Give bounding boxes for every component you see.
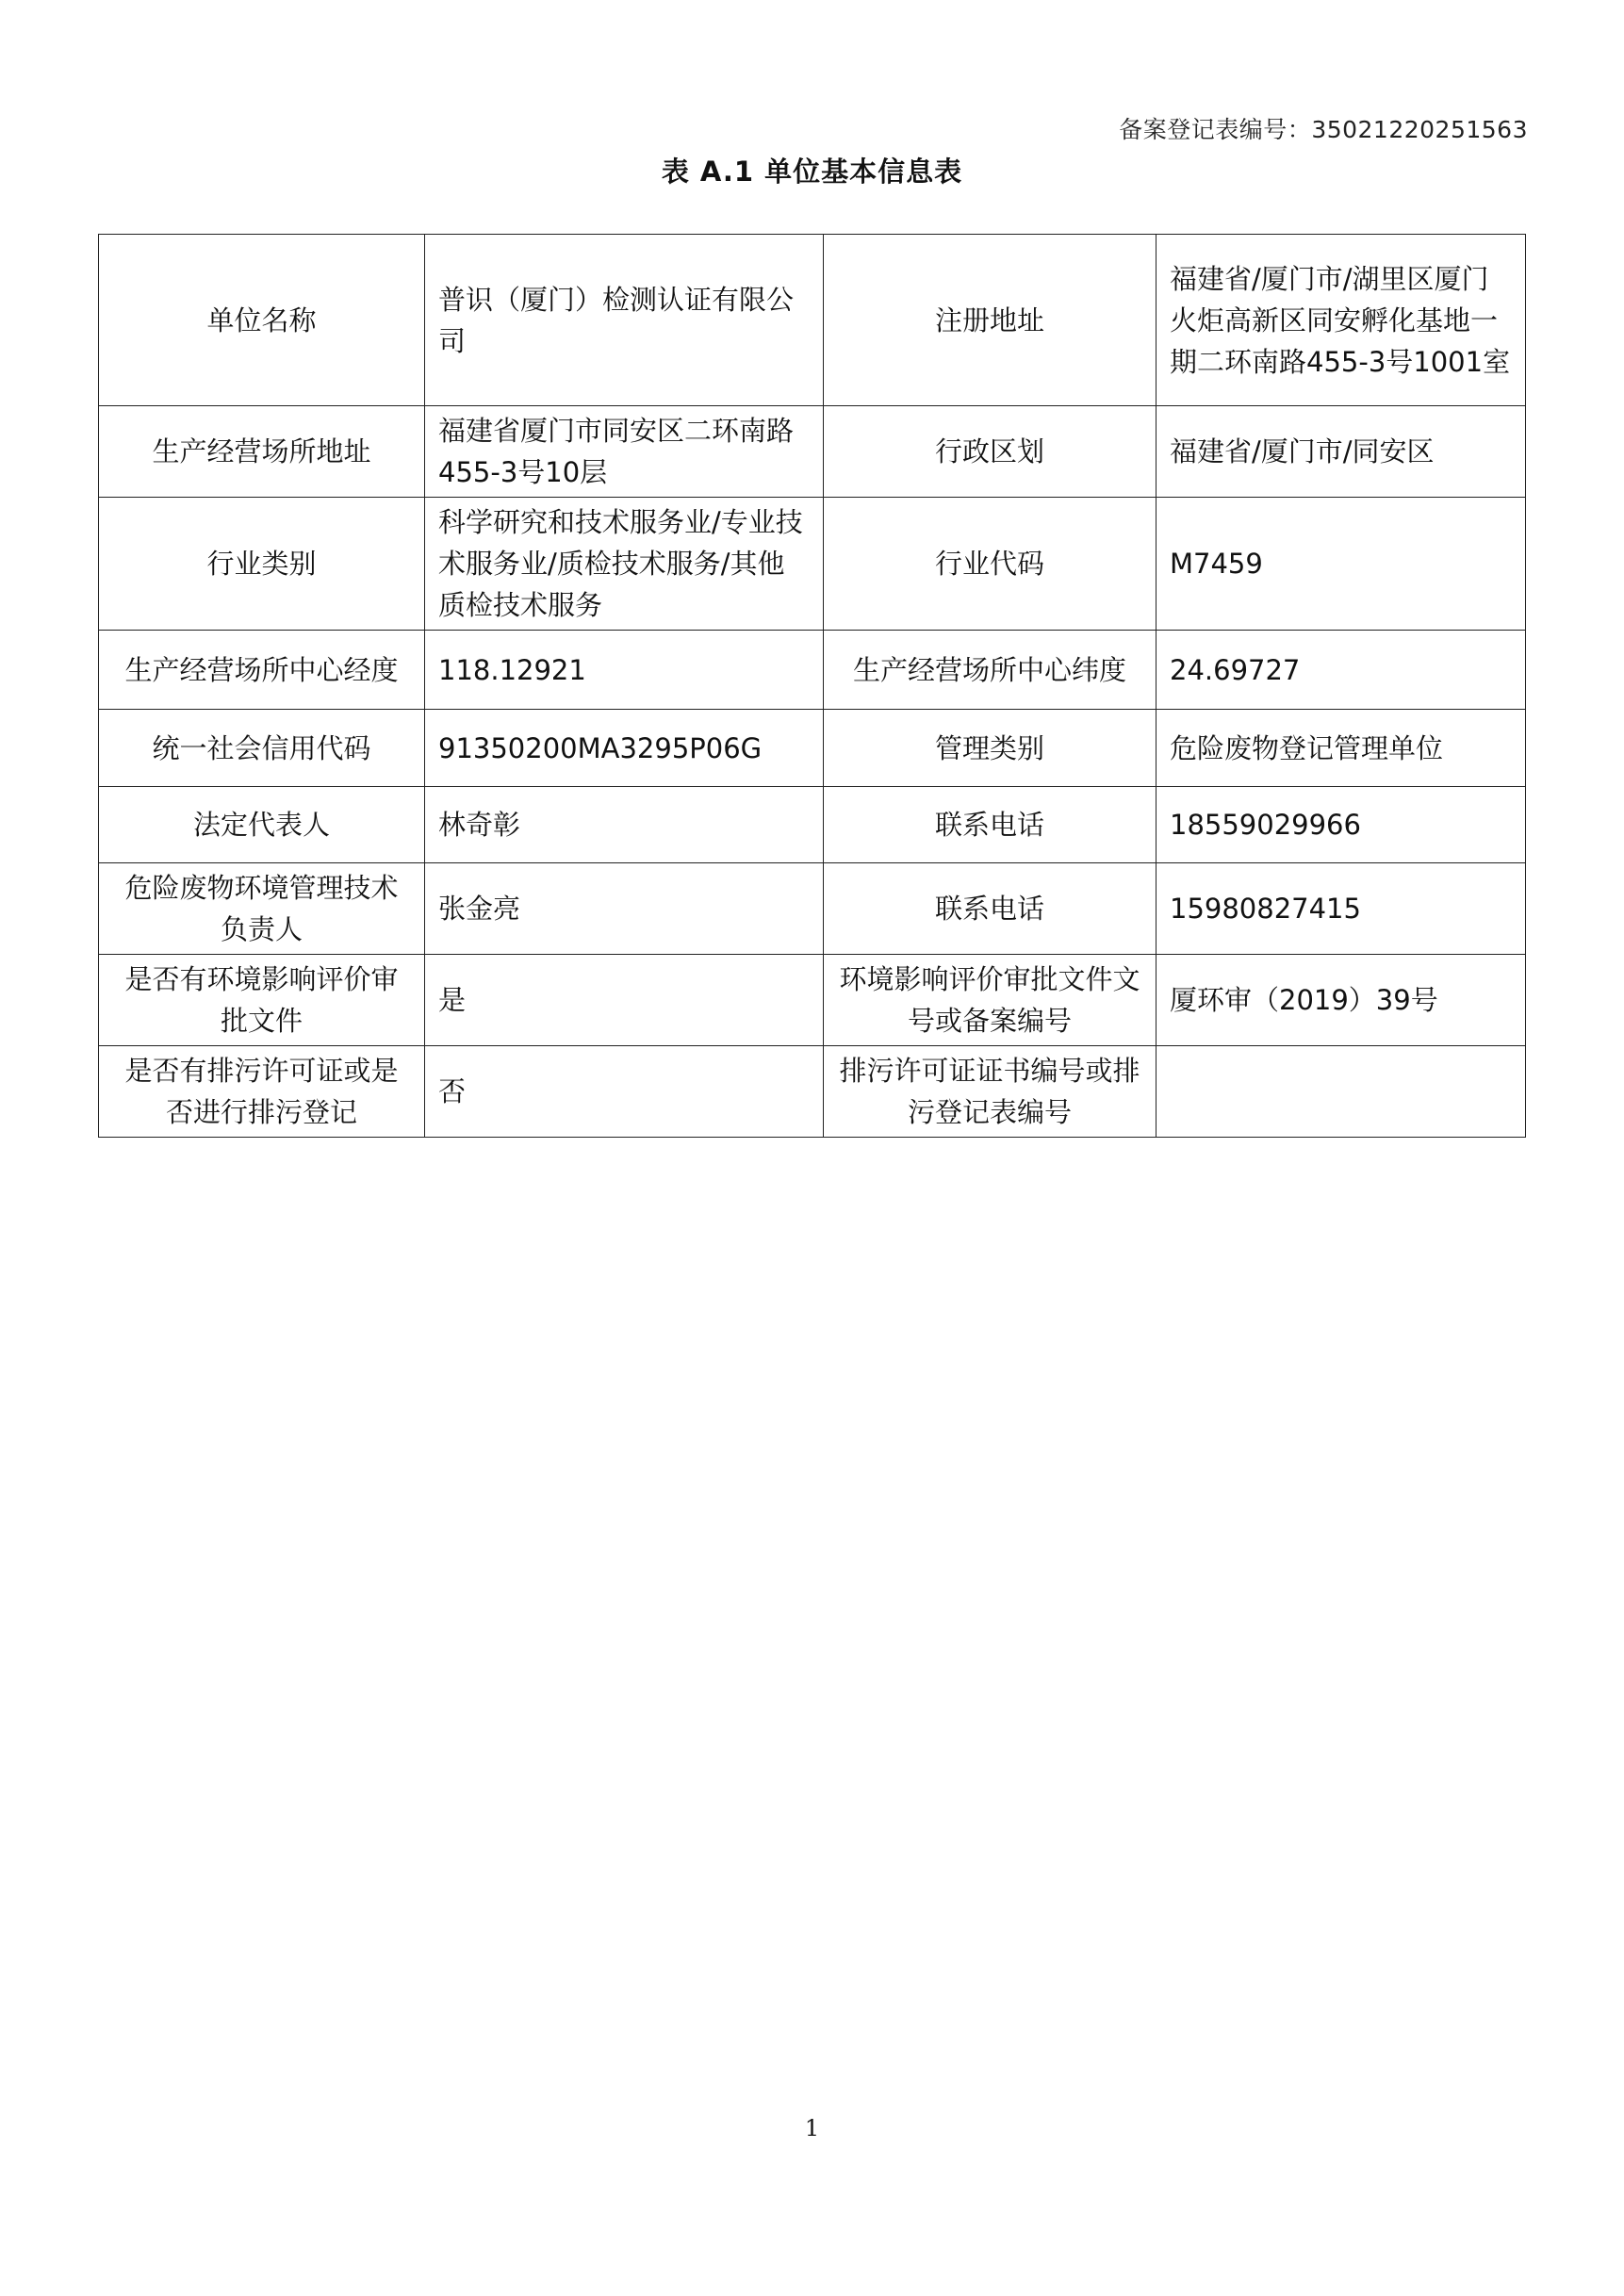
label-latitude: 生产经营场所中心纬度 xyxy=(824,631,1156,710)
table-row-discharge-permit xyxy=(99,1046,1526,1138)
value-industry-category: 科学研究和技术服务业/专业技术服务业/质检技术服务/其他质检技术服务 xyxy=(425,498,824,631)
value-admin-division: 福建省/厦门市/同安区 xyxy=(1156,406,1526,498)
record-number-value: 35021220251563 xyxy=(1311,116,1528,143)
label-eia-document-number: 环境影响评价审批文件文号或备案编号 xyxy=(824,955,1156,1046)
value-credit-code: 91350200MA3295P06G xyxy=(425,710,824,787)
table-row-tech-lead xyxy=(99,863,1526,955)
value-unit-name: 普识（厦门）检测认证有限公司 xyxy=(425,235,824,406)
label-legal-representative: 法定代表人 xyxy=(99,787,425,863)
table-row-industry xyxy=(99,498,1526,631)
label-discharge-permit: 是否有排污许可证或是否进行排污登记 xyxy=(99,1046,425,1138)
value-longitude: 118.12921 xyxy=(425,631,824,710)
label-eia-approval: 是否有环境影响评价审批文件 xyxy=(99,955,425,1046)
label-industry-category: 行业类别 xyxy=(99,498,425,631)
value-site-address: 福建省厦门市同安区二环南路455-3号10层 xyxy=(425,406,824,498)
label-contact-phone-1: 联系电话 xyxy=(824,787,1156,863)
label-permit-number: 排污许可证证书编号或排污登记表编号 xyxy=(824,1046,1156,1138)
label-management-category: 管理类别 xyxy=(824,710,1156,787)
table-title: 表 A.1 单位基本信息表 xyxy=(661,156,963,188)
record-number-line xyxy=(1119,111,1528,145)
value-legal-representative: 林奇彰 xyxy=(425,787,824,863)
unit-info-table xyxy=(98,234,1526,1138)
label-site-address: 生产经营场所地址 xyxy=(99,406,425,498)
value-latitude: 24.69727 xyxy=(1156,631,1526,710)
table-row-legal-rep xyxy=(99,787,1526,863)
value-contact-phone-1: 18559029966 xyxy=(1156,787,1526,863)
record-number-label: 备案登记表编号： xyxy=(1119,116,1312,143)
value-contact-phone-2: 15980827415 xyxy=(1156,863,1526,955)
table-row-coordinates xyxy=(99,631,1526,710)
table-row-eia xyxy=(99,955,1526,1046)
value-eia-approval: 是 xyxy=(425,955,824,1046)
value-discharge-permit: 否 xyxy=(425,1046,824,1138)
value-permit-number xyxy=(1156,1046,1526,1138)
table-row-unit-name xyxy=(99,235,1526,406)
label-registered-address: 注册地址 xyxy=(824,235,1156,406)
label-admin-division: 行政区划 xyxy=(824,406,1156,498)
value-industry-code: M7459 xyxy=(1156,498,1526,631)
table-row-site-address xyxy=(99,406,1526,498)
page-number: 1 xyxy=(804,2115,820,2141)
label-technical-lead: 危险废物环境管理技术负责人 xyxy=(99,863,425,955)
label-unit-name: 单位名称 xyxy=(99,235,425,406)
value-management-category: 危险废物登记管理单位 xyxy=(1156,710,1526,787)
value-technical-lead: 张金亮 xyxy=(425,863,824,955)
label-longitude: 生产经营场所中心经度 xyxy=(99,631,425,710)
label-contact-phone-2: 联系电话 xyxy=(824,863,1156,955)
label-credit-code: 统一社会信用代码 xyxy=(99,710,425,787)
table-row-credit-code xyxy=(99,710,1526,787)
label-industry-code: 行业代码 xyxy=(824,498,1156,631)
value-eia-document-number: 厦环审（2019）39号 xyxy=(1156,955,1526,1046)
value-registered-address: 福建省/厦门市/湖里区厦门火炬高新区同安孵化基地一期二环南路455-3号1001室 xyxy=(1156,235,1526,406)
